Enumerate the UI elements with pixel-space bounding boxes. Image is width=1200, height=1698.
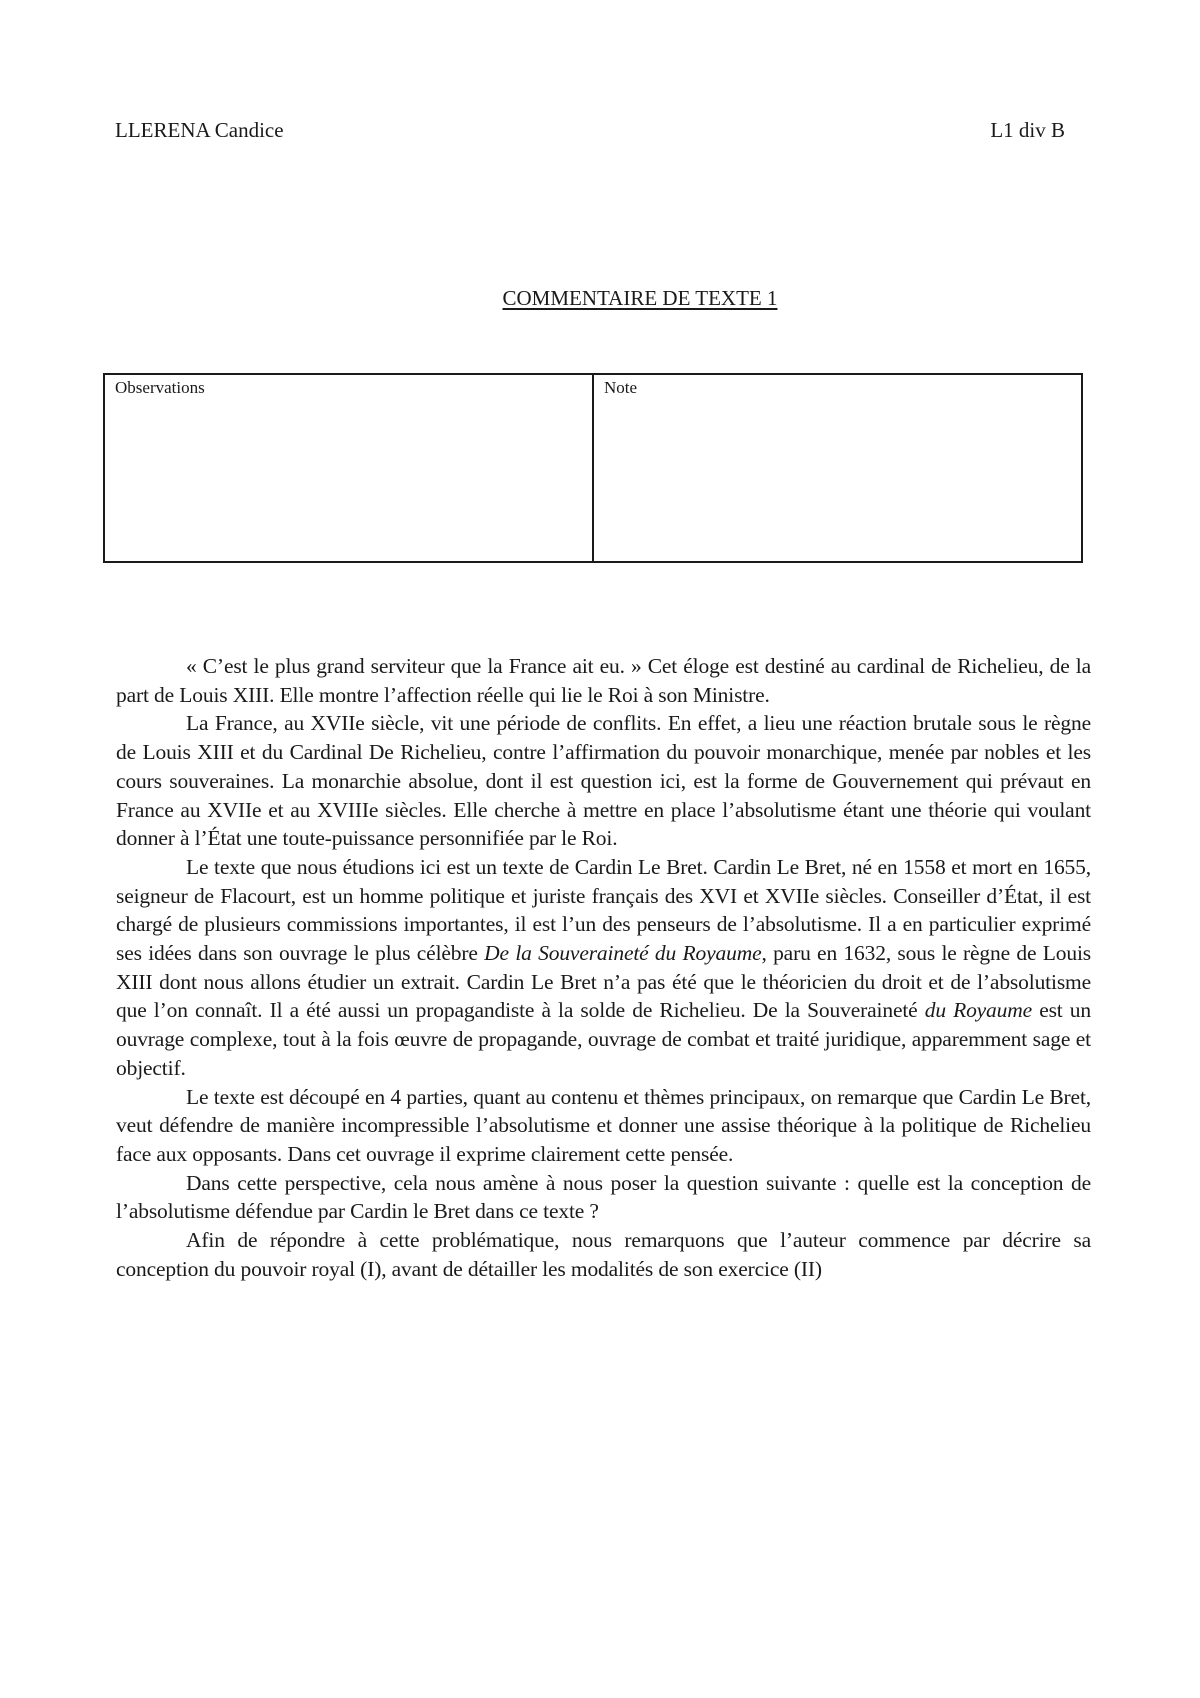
essay-body xyxy=(116,652,1091,1283)
paragraph-plan: Afin de répondre à cette problématique, nous remarquons que l’auteur commence par décrire sa conception du pouvoir royal (I), avant de détailler les modalités de son exercice (II) xyxy=(116,1228,1091,1281)
note-label: Note xyxy=(604,378,638,397)
paragraph-quote: « C’est le plus grand serviteur que la France ait eu. » Cet éloge est destiné au cardinal de Richelieu, de la part de Louis XIII. Elle montre l’affection réelle qui lie le Roi à son Ministre. xyxy=(116,654,1091,707)
note-cell xyxy=(593,374,1082,562)
grading-table xyxy=(103,373,1083,563)
author-text-3: est un ouvrage complexe, tout à la fois œuvre de propagande, ouvrage de combat et traité juridique, apparemment sage et objectif. xyxy=(116,998,1091,1080)
author-name: LLERENA Candice xyxy=(115,118,284,142)
class-group: L1 div B xyxy=(990,118,1065,142)
observations-cell xyxy=(104,374,593,562)
paragraph-structure: Le texte est découpé en 4 parties, quant au contenu et thèmes principaux, on remarque que Cardin Le Bret, veut défendre de manière incompressible l’absolutisme et donner une assise théorique à la politique de Richelieu face aux opposants. Dans cet ouvrage il exprime clairement cette pensée. xyxy=(116,1084,1091,1166)
author-text-1: Le texte que nous étudions ici est un texte de Cardin Le Bret. Cardin Le Bret, né en 1558 et mort en 1655, seigneur de Flacourt, est un homme politique et juriste français des XVI et XVIIe siècles. Conseiller d’État, il est chargé de plusieurs commissions importantes, il est l’un des penseurs de l’absolutisme. Il a en particulier exprimé ses idées dans son ouvrage le plus célèbre xyxy=(116,854,1091,966)
paragraph-author xyxy=(116,853,1091,1083)
page-header xyxy=(115,118,1065,143)
document-title: COMMENTAIRE DE TEXTE 1 xyxy=(502,286,778,310)
book-title: De la Souveraineté du Royaume xyxy=(484,941,762,966)
paragraph-context: La France, au XVIIe siècle, vit une période de conflits. En effet, a lieu une réaction brutale sous le règne de Louis XIII et du Cardinal De Richelieu, contre l’affirmation du pouvoir monarchique, menée par nobles et les cours souveraines. La monarchie absolue, dont il est question ici, est la forme de Gouvernement qui prévaut en France au XVIIe et au XVIIIe siècles. Elle cherche à mettre en place l’absolutisme étant une théorie qui voulant donner à l’État une toute-puissance personnifiée par le Roi. xyxy=(116,711,1091,851)
paragraph-problematic: Dans cette perspective, cela nous amène à nous poser la question suivante : quelle est la conception de l’absolutisme défendue par Cardin le Bret dans ce texte ? xyxy=(116,1170,1091,1224)
observations-label: Observations xyxy=(115,378,205,397)
author-text-2: , paru en 1632, sous le règne de Louis XIII dont nous allons étudier un extrait. Cardin Le Bret n’a pas été que le théoricien du droit et de l’absolutisme que l’on connaît. Il a été aussi un propagandiste à la solde de Richelieu. De la Souveraineté xyxy=(116,941,1092,1023)
book-title-end: du Royaume xyxy=(924,998,1033,1023)
